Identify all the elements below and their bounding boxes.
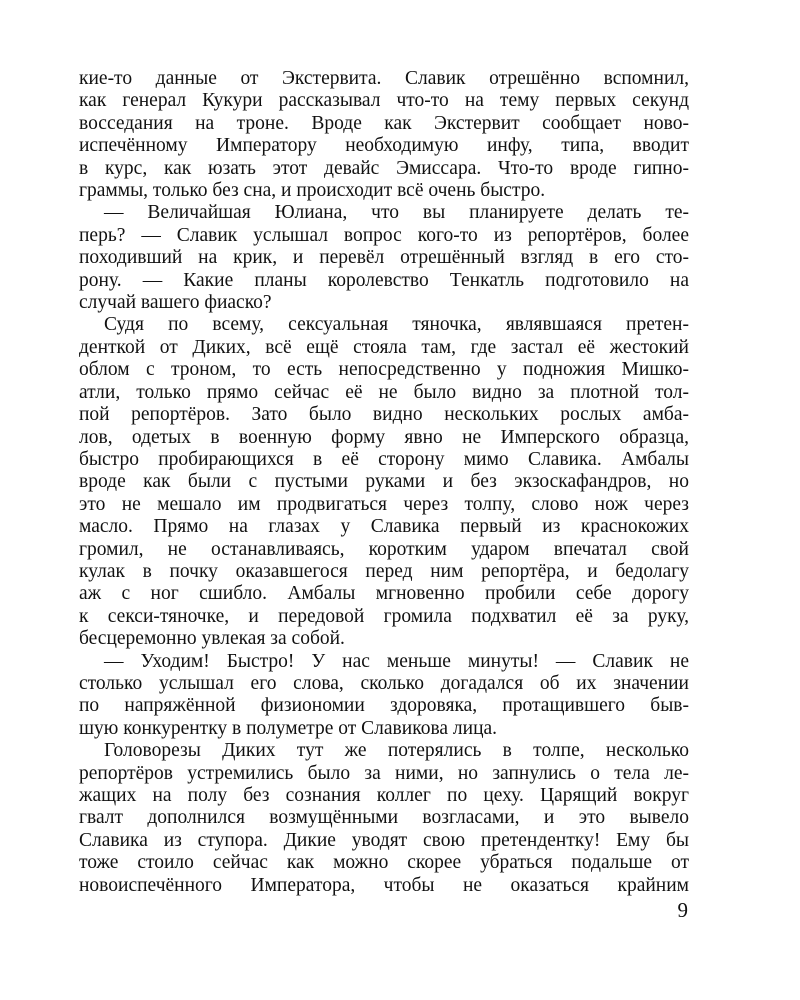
text-line: — Уходим! Быстро! У нас меньше минуты! — Славик не [104,650,689,672]
text-line: рону. — Какие планы королевство Тенкатль подготовило на [79,269,689,291]
text-line: шую конкурентку в полуметре от Славикова лица. [79,717,498,739]
text-line: к секси-тяночке, и передовой громила подхватил её за руку, [79,605,689,627]
text-line: масло. Прямо на глазах у Славика первый из краснокожих [79,516,689,538]
text-line: в курс, как юзать этот девайс Эмиссара. Что-то вроде гипно- [79,157,689,179]
text-line: тоже стоило сейчас как можно скорее убраться подальше от [79,852,689,874]
text-line: новоиспечённого Императора, чтобы не оказаться крайним [79,874,689,896]
text-line: атли, только прямо сейчас её не было видно за плотной тол- [79,381,689,403]
text-line: походивший на крик, и перевёл отрешённый взгляд в его сто- [79,247,689,269]
text-line: жащих на полу без сознания коллег по цеху. Царящий вокруг [79,785,689,806]
text-line: громил, не останавливаясь, коротким ударом впечатал свой [79,538,689,560]
text-line: перь? — Славик услышал вопрос кого-то из репортёров, более [79,224,689,246]
text-line: Головорезы Диких тут же потерялись в толпе, несколько [104,740,689,762]
text-line: аж с ног сшибло. Амбалы мгновенно пробили себе дорогу [79,583,689,605]
text-line: репортёров устремились было за ними, но запнулись о тела ле- [79,762,689,784]
text-line: вроде как были с пустыми руками и без экзоскафандров, но [79,471,689,493]
text-line: быстро пробирающихся в её сторону мимо Славика. Амбалы [79,448,689,470]
text-line: по напряжённой физиономии здоровяка, протащившего быв- [79,695,689,717]
text-line: граммы, только без сна, и происходит всё очень быстро. [79,180,546,202]
text-line: восседания на троне. Вроде как Экстервит сообщает ново- [79,112,689,134]
text-line: это не мешало им продвигаться через толпу, слово нож через [79,493,689,515]
text-line: столько услышал его слова, сколько догадался об их значении [79,672,689,694]
text-line: бесцеремонно увлекая за собой. [79,628,345,650]
text-line: кие-то данные от Экстервита. Славик отрешённо вспомнил, [79,68,689,89]
text-line: случай вашего фиаско? [79,292,272,314]
text-line: Славика из ступора. Дикие уводят свою претендентку! Ему бы [79,829,689,851]
page-number: 9 [677,898,688,922]
text-line: пой репортёров. Зато было видно нескольких рослых амба- [79,404,689,426]
text-line: испечённому Императору необходимую инфу, типа, вводит [79,135,689,157]
text-line: Судя по всему, сексуальная тяночка, являвшаяся претен- [104,314,689,336]
text-line: как генерал Кукури рассказывал что-то на тему первых секунд [79,90,689,112]
text-line: облом с троном, то есть непосредственно у подножия Мишко- [79,359,689,381]
text-line: лов, одетых в военную форму явно не Имперского образца, [79,426,689,448]
text-line: — Величайшая Юлиана, что вы планируете делать те- [104,202,689,224]
text-line: гвалт дополнился возмущёнными возгласами, и это вывело [79,807,689,829]
body-text [79,68,689,897]
text-line: денткой от Диких, всё ещё стояла там, где застал её жестокий [79,336,689,358]
text-line: кулак в почку оказавшегося перед ним репортёра, и бедолагу [79,560,689,582]
